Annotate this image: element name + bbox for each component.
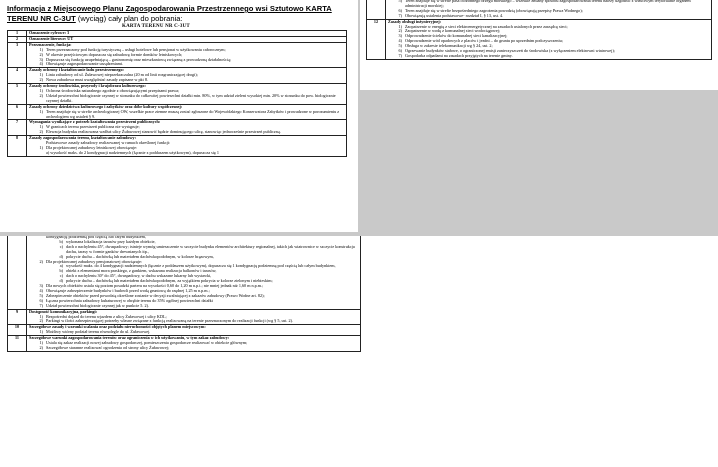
list-item-number: 6) — [398, 48, 402, 54]
list-item-text: Ogrzewanie budynków stałowe, o ograniczonej emisji zanieczyszczeń do środowiska (z wyłączeniem elektrowni wiatrowej); — [405, 48, 615, 54]
list-item-number: c) — [59, 243, 63, 249]
row-content — [27, 68, 347, 84]
row-number — [367, 0, 386, 19]
row-number: 8 — [8, 136, 27, 157]
list-item-number: 1) — [39, 313, 43, 319]
table-row — [8, 84, 347, 105]
row-heading: Oznaczenie cyfrowe: 3 — [29, 30, 70, 35]
list-item-text: dach o nachyleniu 30° do 45°, dwuspadowy, w dachu wskazane lukarny lub wystawki, — [66, 273, 212, 279]
list-item-number: 6) — [39, 297, 43, 303]
row-number: 7 — [8, 120, 27, 136]
document-title-bold: Informacja z Miejscowego Planu Zagospodarowania Przestrzennego wsi Sztutowo KARTA TERENU NR C-3UT — [7, 4, 332, 23]
list-item-text: Teren znajduje się w strefie bezpośredniego zagrożenia powodzią (obowiązują przepisy Prawa Wodnego); — [405, 7, 583, 13]
list-item-number: 1) — [39, 340, 43, 346]
row-number: 6 — [8, 104, 27, 120]
row-number: 9 — [8, 309, 27, 325]
list-item-number: 1) — [39, 72, 43, 78]
list-item — [29, 94, 344, 104]
document-page-2 — [360, 0, 718, 90]
row-heading: Wymagania wynikające z potrzeb kształtowania przestrzeni publicznych: — [29, 119, 161, 125]
list-item-number: 2) — [398, 28, 402, 34]
list-item-text: Nowa zabudowa musi uwzględniać zasady zapisane w pkt 8. — [46, 77, 148, 83]
list-item-number: 4) — [39, 287, 43, 293]
row-content — [27, 120, 347, 136]
list-item-text: Udział powierzchni biologicznie czynnej jak w punkcie 5. 2). — [46, 302, 150, 308]
list-item-text: W granicach terenu przestrzeń publiczna nie występuje; — [46, 124, 140, 130]
row-number: 5 — [8, 84, 27, 105]
row-content — [27, 236, 361, 309]
list-item-number — [29, 151, 46, 156]
row-heading: Szczegółowe zasady i warunki scalania oraz podziału nieruchomości objętych planem miejscowym: — [29, 324, 206, 330]
list-item-text: Dla projektowanej zabudowy letniskowej obowiązuje: — [46, 144, 138, 150]
list-item-text: Dla nowych obiektów ustala się poziom posadzki parteru na wysokości 0,60 do 1,20 m n.p.t.; nie mniej jednak niż 1,60 m n.p.m.; — [46, 283, 264, 289]
list-item-number: d) — [59, 253, 63, 259]
row-content — [386, 0, 712, 19]
terrain-card-table-page3 — [7, 236, 361, 352]
row-heading: Szczegółowe warunki zagospodarowania terenów oraz ograniczenia w ich użytkowaniu, w tym zakaz zabudowy: — [29, 335, 230, 341]
list-item-number: 4) — [39, 61, 43, 67]
list-item-text: Linia zabudowy od ul. Żuławowej nieprzekraczalna (20 m od linii rozgraniczającej drogi); — [46, 72, 198, 78]
list-item-number: d) — [59, 278, 63, 284]
list-item-text: Dla projektowanej zabudowy pensjonatowej obowiązuje: — [46, 258, 143, 264]
row-number: 10 — [8, 325, 27, 336]
list-item — [388, 14, 709, 19]
list-item — [29, 304, 358, 309]
list-item-text: Ustala się zakaz realizacji nowej zabudowy gospodarczej, pomieszczenia gospodarcze realizować w obiekcie głównym; — [46, 340, 248, 346]
list-item-text: Obowiązują ustalenia podstawowe- rozdział I, § 13, ust. 4. — [405, 12, 504, 18]
row-heading: Oznaczenie literowe: UT — [29, 35, 74, 41]
row-number — [8, 236, 27, 309]
row-number: 11 — [8, 336, 27, 352]
document-page-3 — [0, 236, 718, 467]
document-page-1 — [0, 0, 358, 232]
row-content — [386, 19, 712, 59]
list-item-text: Możliwy wtórny podział terenu równolegle do ul. Żuławowej. — [46, 329, 151, 335]
list-item-number: b) — [59, 238, 63, 244]
list-item-number: 3) — [39, 283, 43, 289]
list-item-number: 1) — [39, 329, 43, 335]
list-item-number: 3) — [398, 33, 402, 39]
table-row — [8, 336, 361, 352]
table-row — [8, 309, 361, 325]
table-row — [367, 0, 712, 19]
list-item-text: wysokość maks. do 4 kondygnacji nadziemnych (łącznie z poddaszem użytkowym), dopuszcza się 1 kondygnację podziemną pod częścią lub całym budynkiem, — [66, 263, 336, 269]
list-item-number: 2) — [39, 344, 43, 350]
list-item-number: a) — [59, 263, 63, 269]
list-item-number: 7) — [398, 12, 402, 18]
row-heading: Zasady obsługi inżynieryjnej: — [388, 18, 442, 24]
list-item-text: Teren znajduje się w strefie pasa ochronnego brzegu morskiego – wszelkie zmiany sposobu zagospodarowania terenu należy uzgodnić z właściwym terytorialnie organem administracji morskiej; — [405, 0, 691, 8]
row-content — [27, 84, 347, 105]
list-item-number: 2) — [39, 318, 43, 324]
continued-text: kondygnację podziemną pod częścią lub całym budynkiem, — [46, 236, 146, 239]
list-item-text: Elewacja budynku realizowana wzdłuż ulicy Żuławowej stanowić będzie dominującego ulicę, stanowiąc jednocześnie przestrzeń publiczną. — [46, 129, 281, 135]
list-item-number: 1) — [39, 46, 43, 52]
list-item-number: 1) — [39, 108, 43, 114]
row-content — [27, 336, 361, 352]
row-heading: Przeznaczenie, funkcja: — [29, 41, 72, 47]
row-number: 1 — [8, 31, 27, 37]
list-item-text: Teren znajduje się w strefie archeologicznej OW, wszelkie prace ziemne muszą zostać zgłoszone do Wojewódzkiego Konserwatora Zabytków i prowadzone w porozumieniu z archeologiem wg ustaleń § 9. — [46, 108, 340, 119]
list-item-text: Obowiązuje zagospodarowanie urządzeniami. — [46, 61, 124, 67]
list-item-text: Łączna powierzchnia zabudowy kubaturowej w obrębie terenu do 35% ogólnej powierzchni działki — [46, 297, 213, 303]
row-number: 3 — [8, 42, 27, 68]
row-number: 2 — [8, 36, 27, 42]
row-heading: Zasady ochrony i kształtowanie ładu przestrzennego: — [29, 67, 124, 73]
terrain-card-table-continued — [366, 0, 712, 60]
row-heading: Zasady ochrony środowiska, przyrody i krajobrazu kulturowego: — [29, 83, 146, 89]
list-item-text: Zaopatrzenie w wodę z komunalnej sieci wodociągowej; — [405, 28, 501, 34]
list-item-number: 1) — [398, 23, 402, 29]
document-title-rest: (wyciąg) cały plan do pobrania: — [75, 13, 183, 23]
list-item-text: dach o nachyleniu 45°, dwuspadowy; istnieje wymóg umieszczenie w szczycie budynku elementów architektury regionalnej, takich jak wiatrownice w szczycie konstrukcja dachu, tarasy w formie ganków drewnianych itp., — [66, 243, 355, 254]
list-item-number: 2) — [39, 51, 43, 57]
table-row — [367, 19, 712, 59]
list-item-text: Odprowadzenie wód opadowych z placów i jezdni – do gruntu po uprzednim podczyszczeniu; — [405, 38, 563, 44]
table-row — [8, 104, 347, 120]
row-heading: Zasady zagospodarowania terenu, kształtowanie zabudowy: — [29, 135, 136, 141]
list-item-text: a) wysokość maks. do 2 kondygnacji nadziemnych (łącznie z poddaszem użytkowym), dopuszcza się 1 — [46, 149, 219, 155]
list-item-number: 5) — [398, 0, 402, 3]
list-item — [29, 151, 344, 156]
table-row — [8, 136, 347, 157]
list-item-text: Teren przeznaczony pod funkcję turystyczną – usługi hotelowe lub pensjonat w użytkowaniu całorocznym; — [46, 46, 226, 52]
table-row — [8, 325, 361, 336]
list-item-text: Ochrona środowiska naturalnego zgodnie z obowiązującymi przepisami prawa; — [46, 87, 180, 93]
list-item-text: Zaopatrzenie w energię z sieci elektroenergetycznej na zasadach ustalonych przez zarządcę sieci; — [405, 23, 568, 29]
list-item — [29, 346, 358, 351]
row-content — [27, 325, 361, 336]
terrain-card-table — [7, 30, 347, 157]
list-item-number: 2) — [39, 92, 43, 98]
list-item — [29, 110, 344, 120]
document-title — [7, 4, 347, 23]
list-item-text: Bezpośredni dojazd do terenu wjazdem z ulicy Żuławowej i ulicy KDL; — [46, 313, 167, 319]
list-item-text: Szczegółowe staranne realizować ogrodzenia od strony ulicy Żuławowej; — [46, 344, 170, 350]
list-item-number: 1) — [39, 144, 43, 150]
list-item-text: Zabezpieczenie obiektów przed powodzią określone zostanie w decyzji zwalniającej z zakazów zabudowy (Prawo Wodne art. 82); — [46, 292, 265, 298]
table-row — [8, 120, 347, 136]
list-item-number: 6) — [398, 7, 402, 13]
table-row — [8, 68, 347, 84]
list-item-number: 7) — [398, 52, 402, 58]
row-content — [27, 136, 347, 157]
list-item-text: Parkingi w ilości zabezpieczającej potrzeby własne związane z funkcją realizowaną na terenie przeznaczonym do realizacji funkcji (wg § 5, ust. 2). — [46, 318, 294, 324]
table-row — [8, 236, 361, 309]
list-item-text: Obowiązuje zabezpieczenie budynków i budowli przed wodą gruntową do rzędnej 1,25 m n.p.m.; — [46, 287, 210, 293]
list-item-text: Udział powierzchni biologicznie czynnej w stosunku do całkowitej powierzchni działki min. 80%, w tym udział zieleni wysokiej min. 20% w stosunku do pow. biologicznie czynnej działki. — [46, 92, 336, 103]
row-number: 4 — [8, 68, 27, 84]
row-content — [27, 42, 347, 68]
list-item-number: 1) — [39, 87, 43, 93]
list-item-text: pokrycie dachu – dachówką lub materiałem dachówkopodobnym, za wyjątkiem pokrycia w kolorze zielonym i niebieskim; — [66, 278, 273, 284]
list-item-number: 2) — [39, 77, 43, 83]
list-item-number: 3) — [39, 56, 43, 62]
card-subtitle: KARTA TERENU NR C-3UT — [122, 24, 190, 29]
list-item-number: b) — [59, 268, 63, 274]
row-number: 12 — [367, 19, 386, 59]
list-item-text: Obsługa w zakresie telekomunikacji wg § 24, ust. 2; — [405, 43, 493, 49]
row-content — [27, 309, 361, 325]
list-item-number: c) — [59, 273, 63, 279]
list-item-number: 1) — [39, 124, 43, 130]
list-item — [388, 54, 709, 59]
list-item-text: wykonana lokalizacja tarasów przy każdym obiekcie, — [66, 238, 156, 244]
list-item-text: Gospodarka odpadami na zasadach przyjętych na terenie gminy. — [405, 52, 513, 58]
list-item-number: 2) — [39, 258, 43, 264]
list-item-text: Dopuszcza się funkcję uzupełniającą – gastronomię oraz mieszkaniową związaną z prowadzoną działalnością; — [46, 56, 231, 62]
row-heading: Zasady ochrony dziedzictwa kulturowego i zabytków oraz dóbr kultury współczesnej: — [29, 103, 183, 109]
row-content — [27, 104, 347, 120]
row-heading: Dostępność komunikacyjna, parkingi: — [29, 308, 98, 314]
list-item-number: 5) — [39, 292, 43, 298]
list-item-number: 5) — [398, 43, 402, 49]
list-item-number: 4) — [398, 38, 402, 44]
table-row — [8, 42, 347, 68]
list-item-text: Odprowadzenie ścieków do komunalnej sieci kanalizacyjnej; — [405, 33, 508, 39]
list-item-text: pokrycie dachu – dachówką lub materiałem dachówkopodobnym, w kolorze brązowym, — [66, 253, 214, 259]
list-item-text: W okresie przejściowym dopuszcza się zabudowę formie domków letniskowych; — [46, 51, 183, 57]
list-item-text: obiekt z elementami mora praskiego, z gankiem, wskazana realizacja balkonów i tarasów, — [66, 268, 217, 274]
list-item-number: 2) — [39, 129, 43, 135]
list-item-number: 7) — [39, 302, 43, 308]
list-item-text: Podstawowe zasady zabudowy realizowanej w ramach określonej funkcji: — [46, 140, 171, 146]
